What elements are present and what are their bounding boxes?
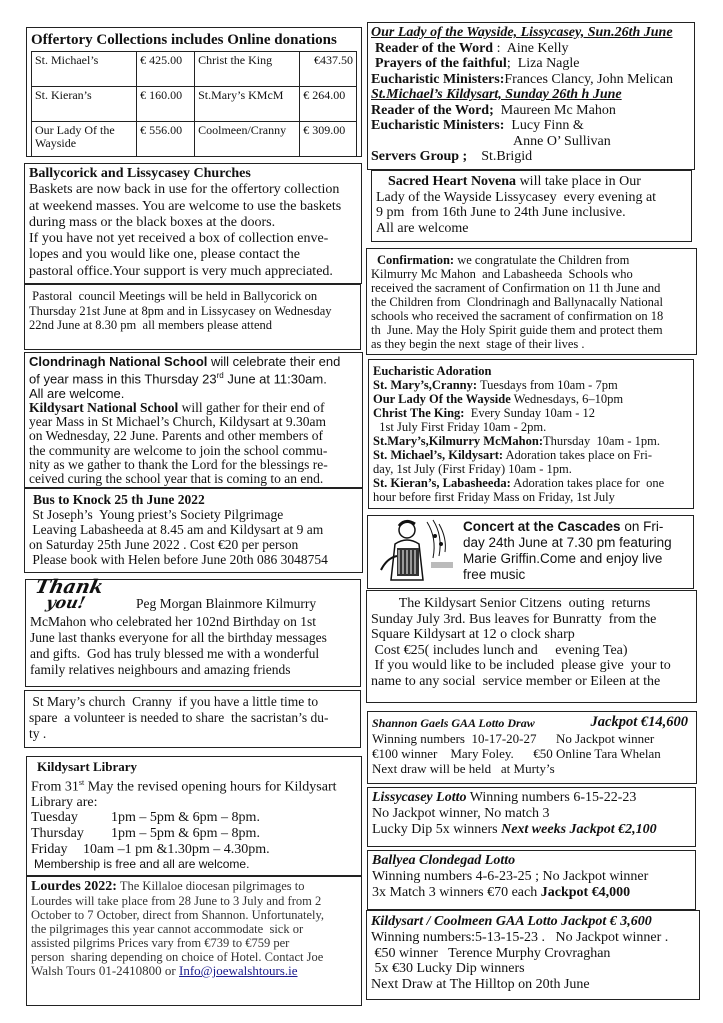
collection-amount: € 425.00 xyxy=(137,52,195,87)
rota-row xyxy=(371,103,691,119)
text-line: spare a volunteer is needed to share the sacristan’s du- xyxy=(29,710,329,725)
adoration-row xyxy=(373,378,689,392)
text-line: If you would like to be included please give your to xyxy=(371,658,671,673)
pastoral-box xyxy=(24,284,361,350)
shannon-gaels-text xyxy=(372,731,692,776)
rota-role: Eucharistic Ministers: xyxy=(371,71,505,87)
knock-title: Bus to Knock 25 th June 2022 xyxy=(33,492,205,507)
church-name: St.Mary’s KMcM xyxy=(195,87,300,122)
adoration-row xyxy=(373,476,689,490)
adoration-box xyxy=(368,359,694,509)
text-line: Winning numbers:5-13-15-23 . No Jackpot winner . xyxy=(371,929,669,945)
text-line: Pastoral council Meetings will be held in Ballycorick on xyxy=(29,289,318,303)
text-line: Baskets are now back in use for the offertory collection xyxy=(29,182,340,198)
servers-label: Servers Group ; xyxy=(371,149,468,164)
ballycorick-title: Ballycorick and Lissycasey Churches xyxy=(29,166,251,181)
concert-title: Concert at the Cascades xyxy=(463,519,621,534)
library-footer: Membership is free and all are welcome. xyxy=(34,857,250,872)
adoration-row xyxy=(373,392,689,406)
offertory-row xyxy=(32,87,357,122)
offertory-row xyxy=(32,52,357,87)
library-day: Tuesday xyxy=(31,810,78,826)
adoration-time: Adoration takes place on Fri- xyxy=(503,448,652,462)
adoration-time: Thursday 10am - 1pm. xyxy=(543,434,660,448)
adoration-time: hour before first Friday Mass on Friday, 1st July xyxy=(373,490,615,504)
text-line: 5x €30 Lucky Dip winners xyxy=(371,961,525,977)
text-line: ceived curing the school year that is coming to an end. xyxy=(29,470,324,486)
rota-role: Prayers of the faithful xyxy=(375,56,507,71)
offertory-box xyxy=(26,27,362,157)
text-line: Square Kildysart at 12 o clock sharp xyxy=(371,627,575,642)
lissycasey-jackpot: Next weeks Jackpot €2,100 xyxy=(501,822,657,837)
adoration-church: St. Mary’s,Cranny: xyxy=(373,378,478,392)
text-line: The Kildysart Senior Citzens outing returns xyxy=(371,596,651,611)
text-line: €50 winner Terence Murphy Crovraghan xyxy=(371,945,611,961)
text-line: Marie Griffin.Come and enjoy live xyxy=(463,551,663,566)
library-box: Kildysart Library From 31st May the revised opening hours for Kildysart Library are: Tuesday 1pm – 5pm & 6pm – 8pm. Thursday 1pm – 5pm & 6pm – 8pm. Friday 10am –1 pm &1.30pm – 4.30pm. Membership is free and all are welcome. xyxy=(26,756,362,876)
rota-row: Prayers of the faithful; Liza Nagle xyxy=(375,56,580,71)
text-line: year Mass in St Michael’s Church, Kildysart at 9.30am xyxy=(29,414,326,430)
library-day: Friday xyxy=(31,841,68,857)
rota-role: Reader of the Word; xyxy=(371,102,494,118)
adoration-time: Wednesdays, 6–10pm xyxy=(510,392,624,406)
text-line: Lourdes will take place from 28 June to 3 July and from 2 xyxy=(31,894,322,908)
pastoral-text xyxy=(29,289,356,333)
text-line: pastoral office.Your support is very much appreciated. xyxy=(29,263,333,279)
text-line: ty . xyxy=(29,726,47,741)
seniors-box xyxy=(366,590,697,703)
adoration-church: St. Kieran’s, Labasheeda: xyxy=(373,476,511,490)
text-line: during mass or the black boxes at the doors. xyxy=(29,214,276,230)
adoration-church: Our Lady Of the Wayside xyxy=(373,392,511,406)
ballycorick-text xyxy=(29,182,357,280)
offertory-title: Offertory Collections includes Online donations xyxy=(31,32,337,48)
rota-person: Frances Clancy, John Melican xyxy=(504,71,673,87)
adoration-row xyxy=(373,420,689,434)
lissycasey-lotto-box: Lissycasey Lotto Winning numbers 6-15-22-23 No Jackpot winner, No match 3 Lucky Dip 5x winners Next weeks Jackpot €2,100 xyxy=(367,787,696,847)
adoration-time: Adoration takes place for one xyxy=(510,476,665,490)
text-line: the pilgrimages this year cannot accommodate sick or xyxy=(31,922,304,936)
confirmation-box: Confirmation: we congratulate the Children from Kilmurry Mc Mahon and Labasheeda Schools who received the sacrament of Confirmation on 11 th June and the Children from Clondrinagh and Ballynacally National schools who received the sacrament of confirmation on 18 th June. May the Holy Spirit guide them and protect them as they begin the next stage of their lives . xyxy=(366,248,697,355)
thank-you-graphic: Thank you! xyxy=(33,576,106,612)
ballyea-jackpot: Jackpot €4,000 xyxy=(540,885,631,900)
text-line: June last thanks everyone for all the birthday messages xyxy=(30,630,327,645)
text-line: the community are welcome to join the school commu- xyxy=(29,442,328,458)
confirmation-text xyxy=(371,267,692,351)
text-line: the Children from Clondrinagh and Ballynacally National xyxy=(371,295,663,309)
library-hours-row xyxy=(31,826,357,842)
kildysart-gaa-box xyxy=(366,910,700,1000)
text-line: 22nd June at 8.30 pm all members please attend xyxy=(29,318,272,332)
library-time: 1pm – 5pm & 6pm – 8pm. xyxy=(111,826,260,842)
library-hours-row xyxy=(31,810,357,826)
rota-role: Eucharistic Ministers: xyxy=(371,118,505,133)
offertory-row xyxy=(32,122,357,157)
adoration-time: day, 1st July (First Friday) 10am - 1pm. xyxy=(373,462,572,476)
thankyou-text xyxy=(30,614,356,678)
wayside-rota-box: Our Lady of the Wayside, Lissycasey, Sun.26th June Reader of the Word : Aine Kelly Prayers of the faithful; Liza Nagle Eucharistic Ministers:Frances Clancy, John Melican St.Michael’s Kildysart, Sunday 26th h June Reader of the Word; Maureen Mc Mahon Eucharistic Ministers: Lucy Finn & Anne O’ Sullivan Servers Group ; St.Brigid xyxy=(367,22,695,170)
lourdes-text xyxy=(31,894,357,964)
adoration-row xyxy=(373,448,689,462)
text-line: St Joseph’s Young priest’s Society Pilgrimage xyxy=(29,507,284,522)
text-line: as they begin the next stage of their lives . xyxy=(371,337,585,351)
adoration-row xyxy=(373,462,689,476)
text-line: lopes and you would like one, please contact the xyxy=(29,247,300,263)
text-line: received the sacrament of Confirmation on 11 th June and xyxy=(371,281,661,295)
adoration-title: Eucharistic Adoration xyxy=(373,364,492,378)
adoration-church: Christ The King: xyxy=(373,406,465,420)
library-hours-row xyxy=(31,842,357,858)
ballyea-title: Ballyea Clondegad Lotto xyxy=(372,853,516,868)
rota-person: Liza Nagle xyxy=(517,56,580,71)
shannon-gaels-title: Shannon Gaels GAA Lotto Draw xyxy=(372,716,535,730)
confirmation-title: Confirmation: xyxy=(377,253,455,267)
knock-text xyxy=(29,507,358,567)
library-time: 10am –1 pm &1.30pm – 4.30pm. xyxy=(83,841,270,857)
text-line: person sharing depending on choice of Hotel. Contact Joe xyxy=(31,950,324,964)
text-line: at weekend masses. You are welcome to use the baskets xyxy=(29,198,342,214)
text-line: McMahon who celebrated her 102nd Birthday on 1st xyxy=(30,614,317,629)
collection-amount: € 309.00 xyxy=(300,122,357,157)
rota-role: Reader of the Word xyxy=(375,40,494,56)
adoration-church: St. Michael’s, Kildysart: xyxy=(373,448,504,462)
novena-box: Sacred Heart Novena will take place in Our Lady of the Wayside Lissycasey every evening at 9 pm from 16th June to 24th June inclusive. All are welcome xyxy=(371,170,692,242)
text-line: th June. May the Holy Spirit guide them and protect them xyxy=(371,323,663,337)
collection-amount: €437.50 xyxy=(300,52,357,87)
text-line: nity as we gather to thank the Lord for the blessings re- xyxy=(29,456,328,472)
text-line: Kilmurry Mc Mahon and Labasheeda Schools who xyxy=(371,267,633,281)
text-line: Leaving Labasheeda at 8.45 am and Kildysart at 9 am xyxy=(29,522,324,537)
offertory-table xyxy=(31,51,357,157)
text-line: Winning numbers 10-17-20-27 No Jackpot winner xyxy=(372,731,655,746)
text-line: schools who received the sacrament of confirmation on 18 xyxy=(371,309,664,323)
rota-row: Reader of the Word : Aine Kelly xyxy=(375,40,569,56)
text-line: Cost €25( includes lunch and evening Tea) xyxy=(371,642,628,658)
text-line: October to 7 October, direct from Shannon. Unfortunately, xyxy=(31,908,325,922)
lourdes-title: Lourdes 2022: xyxy=(31,879,117,894)
novena-title: Sacred Heart Novena xyxy=(388,174,517,189)
shannon-gaels-jackpot: Jackpot €14,600 xyxy=(590,714,688,730)
rota-row xyxy=(371,118,691,134)
concert-text xyxy=(463,535,672,583)
rota-person: Aine Kelly xyxy=(506,40,569,56)
church-name: Our Lady Of the Wayside xyxy=(32,122,137,157)
clondrinagh-box: Clondrinagh National School will celebrate their end of year mass in this Thursday 23rd June at 11:30am. All are welcome. Kildysart National School will gather for their end of year Mass in St Michael’s Church, Kildysart at 9.30am on Wednesday, 22 June. Parents and other members of the community are welcome to join the school commu- nity as we gather to thank the Lord for the blessings re- ceived curing the school year that is coming to an end. xyxy=(24,352,363,488)
church-name: Coolmeen/Cranny xyxy=(195,122,300,157)
adoration-time: 1st July First Friday 10am - 2pm. xyxy=(373,420,547,434)
text-line: day 24th June at 7.30 pm featuring xyxy=(463,535,672,550)
church-name: St. Michael’s xyxy=(32,52,137,87)
collection-amount: € 264.00 xyxy=(300,87,357,122)
kildysart-school-text xyxy=(29,415,358,486)
kildysart-gaa-text xyxy=(371,930,695,993)
text-line: on Wednesday, 22 June. Parents and other members of xyxy=(29,428,323,444)
text-line: Lady of the Wayside Lissycasey every evening at xyxy=(376,189,657,205)
thankyou-box: Thank you! Peg Morgan Blainmore Kilmurry McMahon who celebrated her 102nd Birthday on 1st June last thanks everyone for all the birthday messages and gifts. God has truly blessed me with a wonderful family relatives neighbours and amazing friends xyxy=(25,579,361,687)
clondrinagh-title: Clondrinagh National School xyxy=(29,354,208,369)
library-day: Thursday xyxy=(31,826,84,842)
text-line: 9 pm from 16th June to 24th June inclusive. xyxy=(376,205,626,220)
library-time: 1pm – 5pm & 6pm – 8pm. xyxy=(111,810,260,826)
text-line: St Mary’s church Cranny if you have a little time to xyxy=(29,694,319,709)
rota-row xyxy=(371,72,691,88)
text-line: name to any social service member or Eileen at the xyxy=(371,673,661,689)
knock-box xyxy=(24,488,363,573)
concert-box: Concert at the Cascades on Fri- day 24th June at 7.30 pm featuring Marie Griffin.Come and enjoy live free music xyxy=(367,515,694,589)
text-line: on Saturday 25th June 2022 . Cost €20 per person xyxy=(29,537,299,552)
lissycasey-lotto-title: Lissycasey Lotto xyxy=(372,790,467,805)
text-line: and gifts. God has truly blessed me with a wonderful xyxy=(30,646,320,661)
kildysart-gaa-title: Kildysart / Coolmeen GAA Lotto Jackpot € 3,600 xyxy=(371,914,652,929)
text-line: family relatives neighbours and amazing friends xyxy=(30,662,291,677)
adoration-row xyxy=(373,406,689,420)
email-link[interactable]: Info@joewalshtours.ie xyxy=(179,963,298,978)
church-name: Christ the King xyxy=(195,52,300,87)
ballycorick-box xyxy=(24,163,362,284)
adoration-time: Tuesdays from 10am - 7pm xyxy=(477,378,618,392)
church-name: St. Kieran’s xyxy=(32,87,137,122)
text-line: €100 winner Mary Foley. €50 Online Tara Whelan xyxy=(372,746,661,761)
text-line: Next Draw at The Hilltop on 20th June xyxy=(371,977,590,993)
adoration-row xyxy=(373,434,689,448)
text-line: Sunday July 3rd. Bus leaves for Bunratty from the xyxy=(371,611,657,627)
adoration-time: Every Sunday 10am - 12 xyxy=(464,406,595,420)
novena-text xyxy=(376,190,687,237)
kildysart-school-title: Kildysart National School xyxy=(29,399,179,415)
lourdes-box: Lourdes 2022: The Killaloe diocesan pilgrimages to Lourdes will take place from 28 June to 3 July and from 2 October to 7 October, direct from Shannon. Unfortunately, the pilgrimages this year cannot accommodate sick or assisted pilgrims Prices vary from €739 to €759 per person sharing depending on choice of Hotel. Contact Joe Walsh Tours 01-2410800 or Info@joewalshtours.ie xyxy=(26,876,362,1006)
text-line: assisted pilgrims Prices vary from €739 to €759 per xyxy=(31,936,290,950)
adoration-church: St.Mary’s,Kilmurry McMahon: xyxy=(373,434,543,448)
library-title: Kildysart Library xyxy=(37,759,138,774)
shannon-gaels-box xyxy=(367,711,697,784)
sacristan-text xyxy=(29,694,356,742)
library-hours xyxy=(31,810,357,857)
collection-amount: € 556.00 xyxy=(137,122,195,157)
text-line: Please book with Helen before June 20th 086 3048754 xyxy=(29,552,328,567)
wayside-heading: Our Lady of the Wayside, Lissycasey, Sun.26th June xyxy=(371,25,673,40)
collection-amount: € 160.00 xyxy=(137,87,195,122)
text-line: If you have not yet received a box of collection enve- xyxy=(29,231,329,247)
rota-person: Lucy Finn & xyxy=(511,118,584,133)
text-line: All are welcome xyxy=(376,220,469,236)
sacristan-box xyxy=(24,690,361,748)
accordion-player-icon xyxy=(371,518,457,586)
text-line: free music xyxy=(463,567,526,582)
adoration-row xyxy=(373,490,689,504)
text-line: Next draw will be held at Murty’s xyxy=(372,761,555,776)
text-line: Thursday 21st June at 8pm and in Lissycasey on Wednesday xyxy=(29,303,332,318)
ballyea-lotto-box: Ballyea Clondegad Lotto Winning numbers 4-6-23-25 ; No Jackpot winner 3x Match 3 winners €70 each Jackpot €4,000 xyxy=(367,850,696,910)
seniors-text xyxy=(371,596,692,689)
kildysart-heading: St.Michael’s Kildysart, Sunday 26th h June xyxy=(371,87,622,102)
rota-person: Maureen Mc Mahon xyxy=(500,102,616,118)
